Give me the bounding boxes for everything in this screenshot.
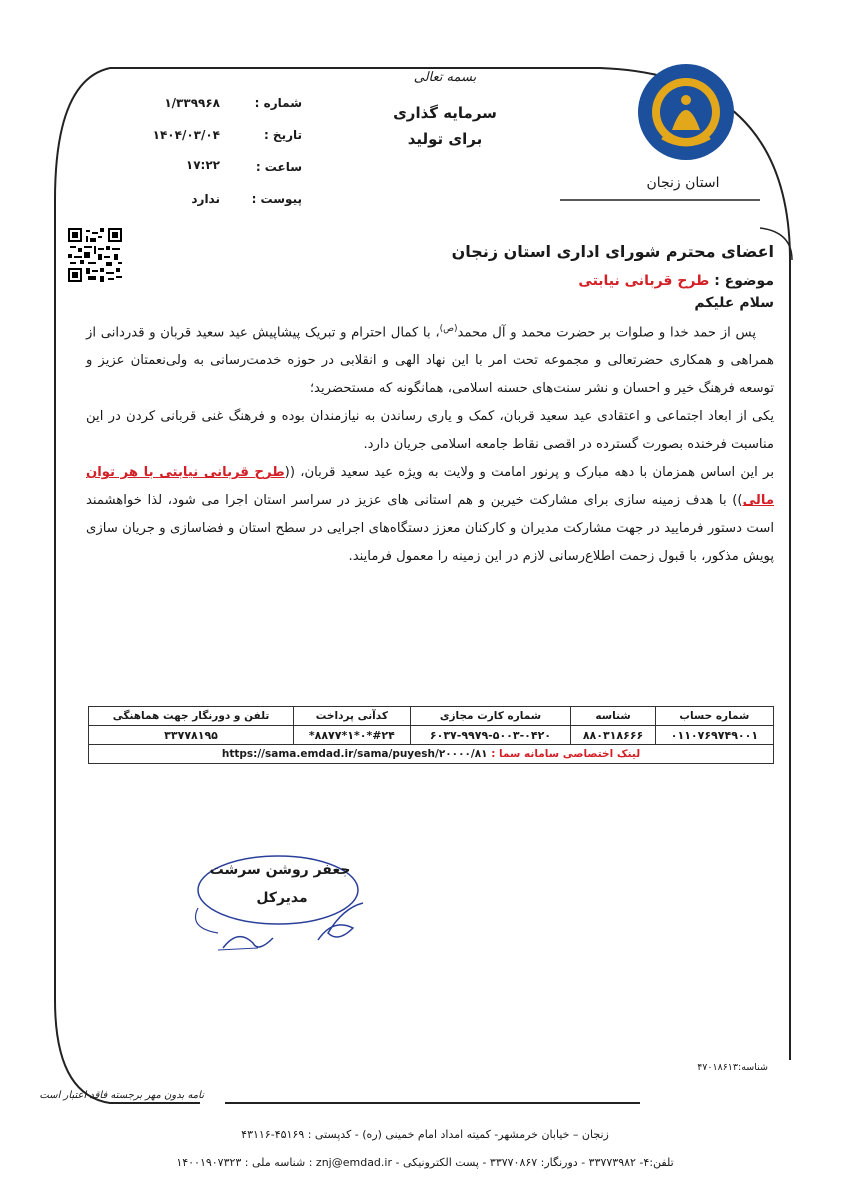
subject-value: طرح قربانی نیابتی (578, 273, 710, 289)
date-label: تاریخ : (263, 128, 302, 142)
sama-link[interactable]: https://sama.emdad.ir/sama/puyesh/۲۰۰۰۰/۸۱ (221, 748, 488, 760)
time-value: ۱۷:۲۲ (185, 158, 220, 172)
header-shenase: شناسه (571, 707, 656, 726)
table-header-row (89, 707, 774, 726)
slogan-line-2: برای تولید (407, 130, 483, 148)
payment-info-table (88, 706, 774, 764)
year-slogan (360, 100, 530, 152)
date-value: ۱۴۰۴/۰۳/۰۴ (152, 128, 220, 142)
footer-address: زنجان – خیابان خرمشهر- کمیته امداد امام خمینی (ره) - کدپستی : ۴۵۱۶۹-۴۳۱۱۶ (241, 1128, 609, 1141)
number-label: شماره : (254, 96, 302, 110)
paragraph-3 (86, 459, 774, 571)
paragraph-1-part-a: پس از حمد خدا و صلوات بر حضرت محمد و آل محمد (457, 325, 756, 341)
recipient-heading: اعضای محترم شورای اداری استان زنجان (451, 242, 774, 261)
paragraph-3-part-a: بر این اساس همزمان با دهه مبارک و پرنور امامت و ولایت به ویژه عید سعید قربان، (( (284, 465, 774, 481)
subject-label: موضوع : (714, 273, 774, 289)
subject-line (86, 273, 774, 289)
greeting: سلام علیکم (694, 295, 774, 311)
value-virtual-card: ۶۰۳۷-۹۹۷۹-۵۰۰۳-۰۴۲۰ (410, 726, 571, 745)
letter-paragraphs (86, 315, 774, 571)
link-cell (89, 745, 774, 764)
header-ussd-code: کدآنی پرداخت (294, 707, 411, 726)
paragraph-1 (86, 315, 774, 403)
table-value-row (89, 726, 774, 745)
header-virtual-card: شماره کارت مجازی (410, 707, 571, 726)
header-account-number: شماره حساب (655, 707, 773, 726)
value-shenase: ۸۸۰۳۱۸۶۶۶ (571, 726, 656, 745)
validity-tagline: نامه بدون مهر برجسته فاقد اعتبار است (39, 1090, 204, 1101)
value-ussd-code: #۲۴*۰*۱*۸۸۷۷* (294, 726, 411, 745)
paragraph-3-part-b: )) با هدف زمینه سازی برای مشارکت خیرین و هم استانی های عزیز در سراسر استان اجرا می شود، لذا خواهشمند است دستور فرمایید در جهت مشارکت مدیران و کارکنان معزز دستگاه‌های اجرایی در سطح استان و فضاسازی و جریان سازی پویش مذکور، با قبول زحمت اطلاع‌رسانی لازم در این زمینه را معمول فرمایند. (86, 493, 774, 565)
header-phone-fax: تلفن و دورنگار جهت هماهنگی (89, 707, 294, 726)
document-id: شناسه:۴۷۰۱۸۶۱۳ (697, 1062, 768, 1073)
paragraph-1-part-b: ، با کمال احترام و تبریک پیشاپیش عید سعید قربان و قدردانی از همراهی و همکاری حضرتعالی و مجموعه تحت امر با این نهاد الهی و انقلابی در حوزه خدمت‌رسانی به ولی‌نعمتان عزیز و توسعه فرهنگ خیر و احسان و نشر سنت‌های حسنه اسلامی، همانگونه که مستحضرید؛ (86, 325, 774, 397)
bismillah-text: بسمه تعالی (413, 70, 477, 85)
table-link-row (89, 745, 774, 764)
value-phone-fax: ۳۳۷۷۸۱۹۵ (89, 726, 294, 745)
campaign-highlight: طرح قربانی نیابتی با هر توان مالی (86, 465, 774, 509)
slogan-line-1: سرمایه گذاری (393, 104, 497, 122)
province-label: استان زنجان (646, 175, 720, 191)
footer-contact: تلفن:۴- ۳۳۷۷۳۹۸۲ - دورنگار: ۳۳۷۷۰۸۶۷ - پست الکترونیکی - znj@emdad.ir : شناسه ملی : ۱۴۰۰۱۹۰۷۳۲۳ (176, 1156, 674, 1169)
signatory-name: جعفر روشن سرشت (209, 862, 351, 878)
attachment-label: پیوست : (251, 192, 302, 206)
paragraph-1-superscript: (ص) (439, 324, 458, 334)
time-label: ساعت : (255, 160, 302, 174)
letter-body (86, 242, 774, 571)
sama-link-label: لینک اختصاصی سامانه سما : (491, 748, 641, 760)
emdad-committee-logo-icon (632, 60, 740, 180)
value-account-number: ۰۱۱۰۷۶۹۷۴۹۰۰۱ (655, 726, 773, 745)
number-value: ۱/۳۳۹۹۶۸ (164, 96, 220, 110)
paragraph-2: یکی از ابعاد اجتماعی و اعتقادی عید سعید قربان، کمک و یاری رساندن به نیازمندان بوده و فرهنگ غنی قربانی کردن در این مناسبت فرخنده بصورت گسترده در اقصی نقاط جامعه اسلامی جریان دارد. (86, 409, 774, 453)
signatory-title: مدیرکل (256, 890, 308, 906)
attachment-value: ندارد (191, 192, 220, 206)
